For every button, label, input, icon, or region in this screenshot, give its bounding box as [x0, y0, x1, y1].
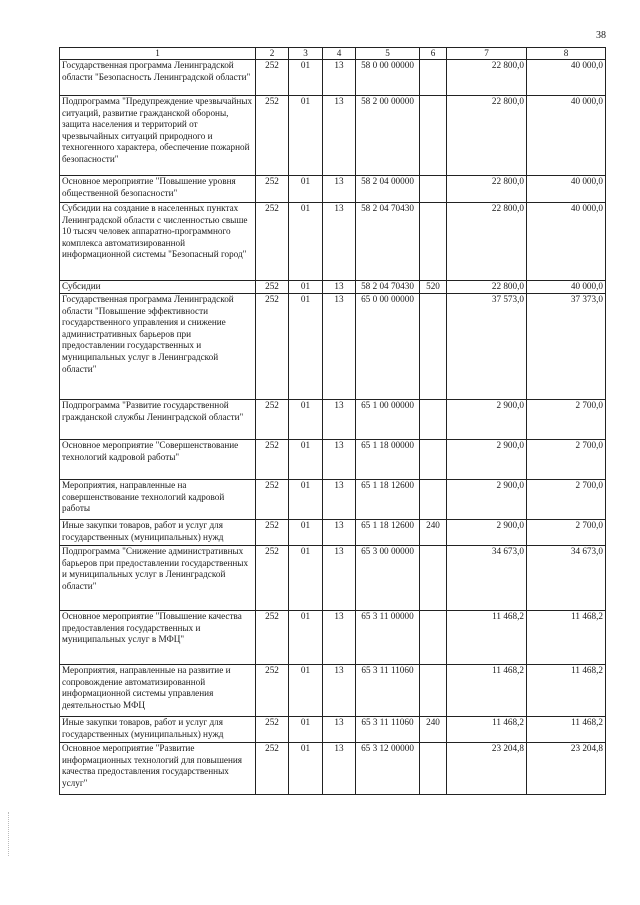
- row-name: Иные закупки товаров, работ и услуг для государственных (муниципальных) нужд: [60, 717, 256, 743]
- row-code-5: 65 1 18 00000: [356, 440, 420, 480]
- row-name: Основное мероприятие "Повышение качества предоставления государственных и муниципальных услуг в МФЦ": [60, 611, 256, 665]
- header-cell: 5: [356, 48, 420, 60]
- row-code-6: [420, 96, 447, 176]
- row-code-2: 252: [256, 520, 289, 546]
- table-row: [60, 96, 606, 176]
- row-code-5: 65 3 00 00000: [356, 546, 420, 611]
- table-row: [60, 520, 606, 546]
- row-code-2: 252: [256, 611, 289, 665]
- row-amount-7: 37 573,0: [447, 294, 527, 400]
- row-code-6: [420, 60, 447, 96]
- row-code-2: 252: [256, 440, 289, 480]
- row-code-6: [420, 440, 447, 480]
- row-code-3: 01: [289, 294, 323, 400]
- row-name: Субсидии: [60, 281, 256, 294]
- row-code-3: 01: [289, 176, 323, 203]
- row-code-4: 13: [323, 743, 356, 795]
- table-row: [60, 203, 606, 281]
- table-row: [60, 611, 606, 665]
- row-code-5: 65 1 18 12600: [356, 480, 420, 520]
- row-code-6: [420, 203, 447, 281]
- table-row: [60, 294, 606, 400]
- row-code-5: 65 3 12 00000: [356, 743, 420, 795]
- row-name: Подпрограмма "Развитие государственной гражданской службы Ленинградской области": [60, 400, 256, 440]
- header-cell: 4: [323, 48, 356, 60]
- table-row: [60, 60, 606, 96]
- row-code-5: 65 1 00 00000: [356, 400, 420, 440]
- row-code-3: 01: [289, 520, 323, 546]
- row-amount-8: 2 700,0: [527, 480, 606, 520]
- header-cell: 6: [420, 48, 447, 60]
- row-code-2: 252: [256, 96, 289, 176]
- table-header-row: [60, 48, 606, 60]
- row-code-5: 58 0 00 00000: [356, 60, 420, 96]
- table-row: [60, 440, 606, 480]
- row-code-2: 252: [256, 743, 289, 795]
- row-amount-7: 22 800,0: [447, 176, 527, 203]
- row-name: Субсидии на создание в населенных пунктах Ленинградской области с численностью свыше 10 тысяч человек аппаратно-программного комплекса автоматизированной информационной системы "Безопасный город": [60, 203, 256, 281]
- row-code-5: 58 2 04 70430: [356, 203, 420, 281]
- row-code-4: 13: [323, 294, 356, 400]
- row-code-5: 65 3 11 00000: [356, 611, 420, 665]
- table-row: [60, 717, 606, 743]
- row-amount-7: 2 900,0: [447, 440, 527, 480]
- row-code-3: 01: [289, 480, 323, 520]
- row-amount-8: 40 000,0: [527, 203, 606, 281]
- row-amount-8: 23 204,8: [527, 743, 606, 795]
- table-row: [60, 546, 606, 611]
- row-code-3: 01: [289, 440, 323, 480]
- row-code-4: 13: [323, 400, 356, 440]
- row-name: Государственная программа Ленинградской области "Безопасность Ленинградской области": [60, 60, 256, 96]
- header-cell: 7: [447, 48, 527, 60]
- row-name: Мероприятия, направленные на развитие и сопровождение автоматизированной информационной системы управления деятельностью МФЦ: [60, 665, 256, 717]
- table-row: [60, 480, 606, 520]
- row-code-3: 01: [289, 203, 323, 281]
- row-code-2: 252: [256, 281, 289, 294]
- scan-edge-mark: [8, 812, 11, 856]
- row-code-3: 01: [289, 611, 323, 665]
- row-name: Иные закупки товаров, работ и услуг для государственных (муниципальных) нужд: [60, 520, 256, 546]
- row-amount-8: 34 673,0: [527, 546, 606, 611]
- page-number: 38: [596, 30, 606, 41]
- row-code-3: 01: [289, 546, 323, 611]
- row-amount-8: 37 373,0: [527, 294, 606, 400]
- row-name: Государственная программа Ленинградской области "Повышение эффективности государственного управления и снижение административных барьеров при предоставлении государственных и муниципальных услуг в Ленинградской области": [60, 294, 256, 400]
- row-amount-8: 11 468,2: [527, 611, 606, 665]
- row-name: Подпрограмма "Предупреждение чрезвычайных ситуаций, развитие гражданской обороны, защита населения и территорий от чрезвычайных ситуаций природного и техногенного характера, обеспечение пожарной безопасности": [60, 96, 256, 176]
- header-cell: 3: [289, 48, 323, 60]
- row-amount-7: 11 468,2: [447, 665, 527, 717]
- row-code-2: 252: [256, 665, 289, 717]
- row-code-4: 13: [323, 611, 356, 665]
- row-amount-7: 22 800,0: [447, 281, 527, 294]
- row-amount-7: 23 204,8: [447, 743, 527, 795]
- row-code-2: 252: [256, 176, 289, 203]
- table-row: [60, 400, 606, 440]
- row-amount-8: 40 000,0: [527, 96, 606, 176]
- row-code-4: 13: [323, 60, 356, 96]
- table-row: [60, 665, 606, 717]
- row-amount-7: 2 900,0: [447, 480, 527, 520]
- row-code-2: 252: [256, 60, 289, 96]
- row-amount-8: 11 468,2: [527, 717, 606, 743]
- row-amount-8: 40 000,0: [527, 281, 606, 294]
- row-code-4: 13: [323, 440, 356, 480]
- row-amount-7: 2 900,0: [447, 520, 527, 546]
- row-code-2: 252: [256, 546, 289, 611]
- row-code-2: 252: [256, 203, 289, 281]
- row-amount-8: 11 468,2: [527, 665, 606, 717]
- row-code-2: 252: [256, 400, 289, 440]
- row-amount-8: 2 700,0: [527, 520, 606, 546]
- row-amount-7: 11 468,2: [447, 717, 527, 743]
- row-code-6: [420, 176, 447, 203]
- row-code-3: 01: [289, 717, 323, 743]
- row-code-6: [420, 546, 447, 611]
- row-amount-8: 40 000,0: [527, 176, 606, 203]
- row-code-4: 13: [323, 480, 356, 520]
- row-code-3: 01: [289, 281, 323, 294]
- row-code-6: 240: [420, 520, 447, 546]
- row-code-6: 240: [420, 717, 447, 743]
- row-code-6: [420, 743, 447, 795]
- row-code-6: [420, 294, 447, 400]
- budget-table: [59, 47, 606, 795]
- row-amount-7: 34 673,0: [447, 546, 527, 611]
- header-cell: 2: [256, 48, 289, 60]
- row-code-3: 01: [289, 400, 323, 440]
- row-name: Основное мероприятие "Повышение уровня общественной безопасности": [60, 176, 256, 203]
- row-code-5: 58 2 04 00000: [356, 176, 420, 203]
- row-code-4: 13: [323, 203, 356, 281]
- row-code-5: 65 1 18 12600: [356, 520, 420, 546]
- row-amount-7: 22 800,0: [447, 96, 527, 176]
- row-amount-8: 2 700,0: [527, 440, 606, 480]
- row-code-6: [420, 611, 447, 665]
- row-code-6: [420, 480, 447, 520]
- row-code-5: 58 2 00 00000: [356, 96, 420, 176]
- row-amount-7: 11 468,2: [447, 611, 527, 665]
- table-row: [60, 281, 606, 294]
- row-code-4: 13: [323, 520, 356, 546]
- row-code-6: [420, 400, 447, 440]
- row-code-2: 252: [256, 294, 289, 400]
- row-amount-8: 2 700,0: [527, 400, 606, 440]
- row-code-4: 13: [323, 281, 356, 294]
- row-code-4: 13: [323, 96, 356, 176]
- row-code-2: 252: [256, 480, 289, 520]
- row-code-4: 13: [323, 717, 356, 743]
- row-amount-7: 22 800,0: [447, 60, 527, 96]
- row-code-6: [420, 665, 447, 717]
- row-code-3: 01: [289, 96, 323, 176]
- row-amount-8: 40 000,0: [527, 60, 606, 96]
- row-code-5: 65 0 00 00000: [356, 294, 420, 400]
- row-code-3: 01: [289, 743, 323, 795]
- row-name: Основное мероприятие "Совершенствование технологий кадровой работы": [60, 440, 256, 480]
- row-name: Основное мероприятие "Развитие информационных технологий для повышения качества предоставления государственных услуг": [60, 743, 256, 795]
- row-code-3: 01: [289, 665, 323, 717]
- row-code-2: 252: [256, 717, 289, 743]
- table-row: [60, 176, 606, 203]
- row-code-4: 13: [323, 176, 356, 203]
- row-code-5: 65 3 11 11060: [356, 717, 420, 743]
- row-name: Мероприятия, направленные на совершенствование технологий кадровой работы: [60, 480, 256, 520]
- row-amount-7: 2 900,0: [447, 400, 527, 440]
- row-code-5: 58 2 04 70430: [356, 281, 420, 294]
- row-code-4: 13: [323, 665, 356, 717]
- row-code-5: 65 3 11 11060: [356, 665, 420, 717]
- row-code-6: 520: [420, 281, 447, 294]
- table-row: [60, 743, 606, 795]
- header-cell: 8: [527, 48, 606, 60]
- row-amount-7: 22 800,0: [447, 203, 527, 281]
- row-name: Подпрограмма "Снижение административных барьеров при предоставлении государственных и муниципальных услуг в Ленинградской области": [60, 546, 256, 611]
- row-code-3: 01: [289, 60, 323, 96]
- header-cell: 1: [60, 48, 256, 60]
- row-code-4: 13: [323, 546, 356, 611]
